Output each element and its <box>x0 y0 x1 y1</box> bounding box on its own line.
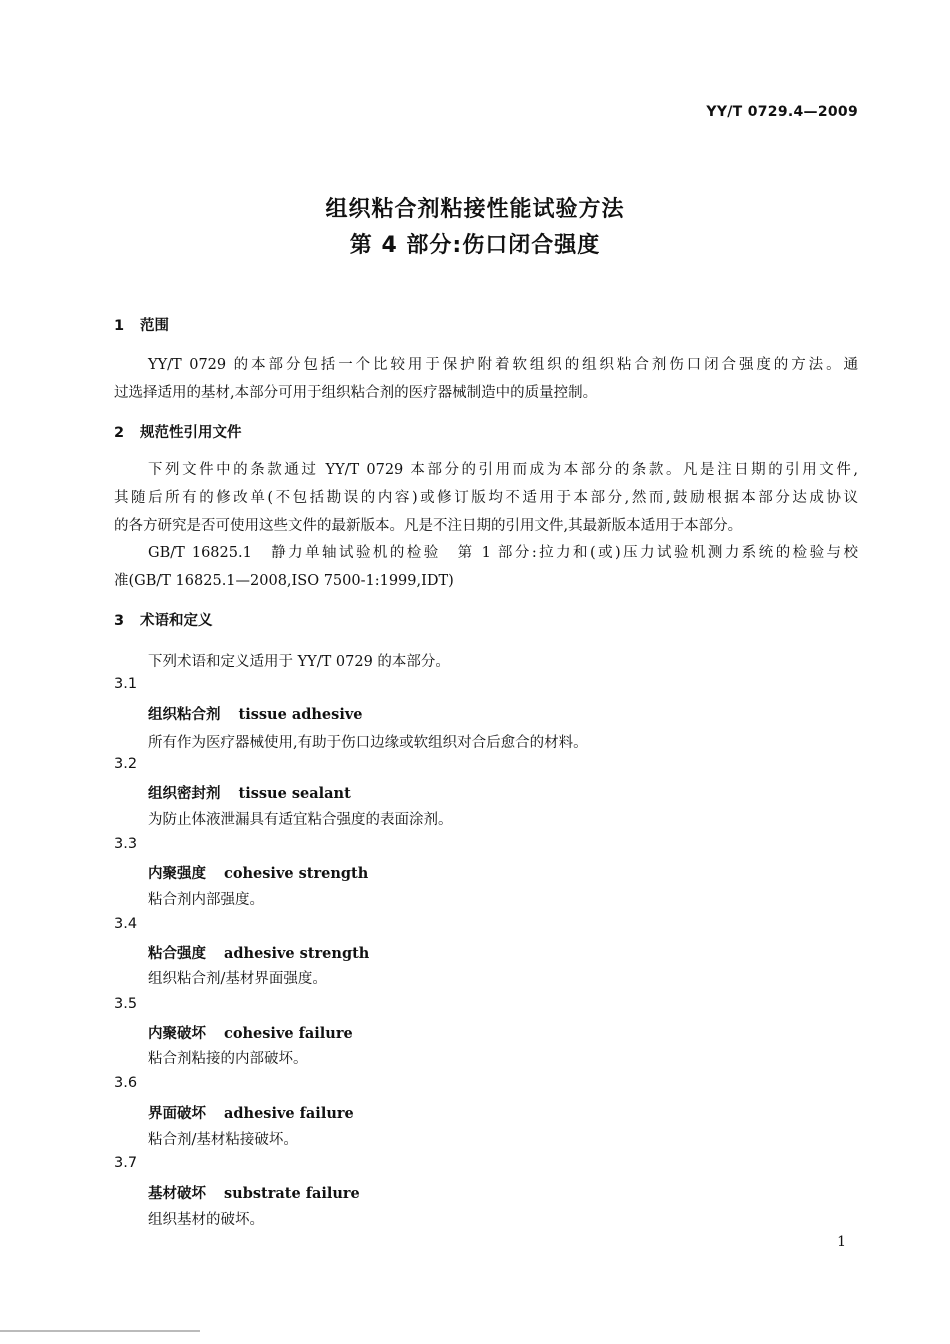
term-chinese: 组织粘合剂 <box>148 707 221 723</box>
term-entry <box>148 703 362 724</box>
paragraph-line: 的各方研究是否可使用这些文件的最新版本。凡是不注日期的引用文件,其最新版本适用于本部分。 <box>114 518 743 534</box>
term-definition: 粘合剂粘接的内部破坏。 <box>148 1051 308 1067</box>
term-chinese: 组织密封剂 <box>148 786 221 802</box>
term-entry <box>148 1102 354 1123</box>
reference-line: GB/T 16825.1 静力单轴试验机的检验 第 1 部分:拉力和(或)压力试验机测力系统的检验与校 <box>148 545 858 561</box>
section-title: 术语和定义 <box>140 613 213 629</box>
term-english: tissue sealant <box>238 785 351 802</box>
paragraph-line: YY/T 0729 的本部分包括一个比较用于保护附着软组织的组织粘合剂伤口闭合强度的方法。通 <box>148 357 858 373</box>
term-english: tissue adhesive <box>238 706 363 723</box>
term-entry <box>148 1182 360 1203</box>
page-number: 1 <box>837 1234 846 1250</box>
term-entry <box>148 942 369 963</box>
term-entry <box>148 782 351 803</box>
clause-number: 3.7 <box>114 1155 138 1171</box>
clause-number: 3.2 <box>114 756 138 772</box>
term-english: adhesive failure <box>224 1105 354 1122</box>
paragraph-line: 过选择适用的基材,本部分可用于组织粘合剂的医疗器械制造中的质量控制。 <box>114 385 598 401</box>
section-1-heading <box>114 314 169 335</box>
bottom-divider <box>0 1330 200 1332</box>
section-1-paragraph <box>114 351 858 407</box>
clause-number: 3.3 <box>114 836 138 852</box>
section-number: 1 <box>114 318 125 334</box>
term-english: cohesive strength <box>224 865 369 882</box>
term-definition: 组织基材的破坏。 <box>148 1212 264 1228</box>
term-definition: 组织粘合剂/基材界面强度。 <box>148 971 327 987</box>
term-chinese: 基材破坏 <box>148 1186 206 1202</box>
term-english: adhesive strength <box>224 945 370 962</box>
reference-line: 准(GB/T 16825.1—2008,ISO 7500-1:1999,IDT) <box>114 573 454 589</box>
term-entry <box>148 1022 353 1043</box>
term-chinese: 内聚破坏 <box>148 1026 206 1042</box>
section-3-heading <box>114 609 213 630</box>
term-english: cohesive failure <box>224 1025 353 1042</box>
section-title: 规范性引用文件 <box>140 425 242 441</box>
section-3-intro: 下列术语和定义适用于 YY/T 0729 的本部分。 <box>148 654 450 670</box>
term-definition: 粘合剂/基材粘接破坏。 <box>148 1132 298 1148</box>
clause-number: 3.4 <box>114 916 138 932</box>
term-chinese: 内聚强度 <box>148 866 206 882</box>
normative-reference <box>114 539 858 595</box>
section-title: 范围 <box>140 318 169 334</box>
paragraph-line: 其随后所有的修改单(不包括勘误的内容)或修订版均不适用于本部分,然而,鼓励根据本部分达成协议 <box>114 490 858 506</box>
term-chinese: 界面破坏 <box>148 1106 206 1122</box>
term-definition: 所有作为医疗器械使用,有助于伤口边缘或软组织对合后愈合的材料。 <box>148 735 588 751</box>
term-english: substrate failure <box>224 1185 360 1202</box>
clause-number: 3.5 <box>114 996 138 1012</box>
clause-number: 3.6 <box>114 1075 138 1091</box>
term-chinese: 粘合强度 <box>148 946 206 962</box>
clause-number: 3.1 <box>114 676 138 692</box>
section-number: 2 <box>114 425 125 441</box>
term-definition: 粘合剂内部强度。 <box>148 892 264 908</box>
term-definition: 为防止体液泄漏具有适宜粘合强度的表面涂剂。 <box>148 812 453 828</box>
document-title-line2: 第 4 部分:伤口闭合强度 <box>349 233 601 258</box>
paragraph-line: 下列文件中的条款通过 YY/T 0729 本部分的引用而成为本部分的条款。凡是注日期的引用文件, <box>148 462 858 478</box>
section-2-paragraph <box>114 456 858 540</box>
section-2-heading <box>114 421 242 442</box>
standard-number: YY/T 0729.4—2009 <box>706 104 858 120</box>
document-title-line1: 组织粘合剂粘接性能试验方法 <box>325 197 625 222</box>
section-number: 3 <box>114 613 125 629</box>
term-entry <box>148 862 368 883</box>
